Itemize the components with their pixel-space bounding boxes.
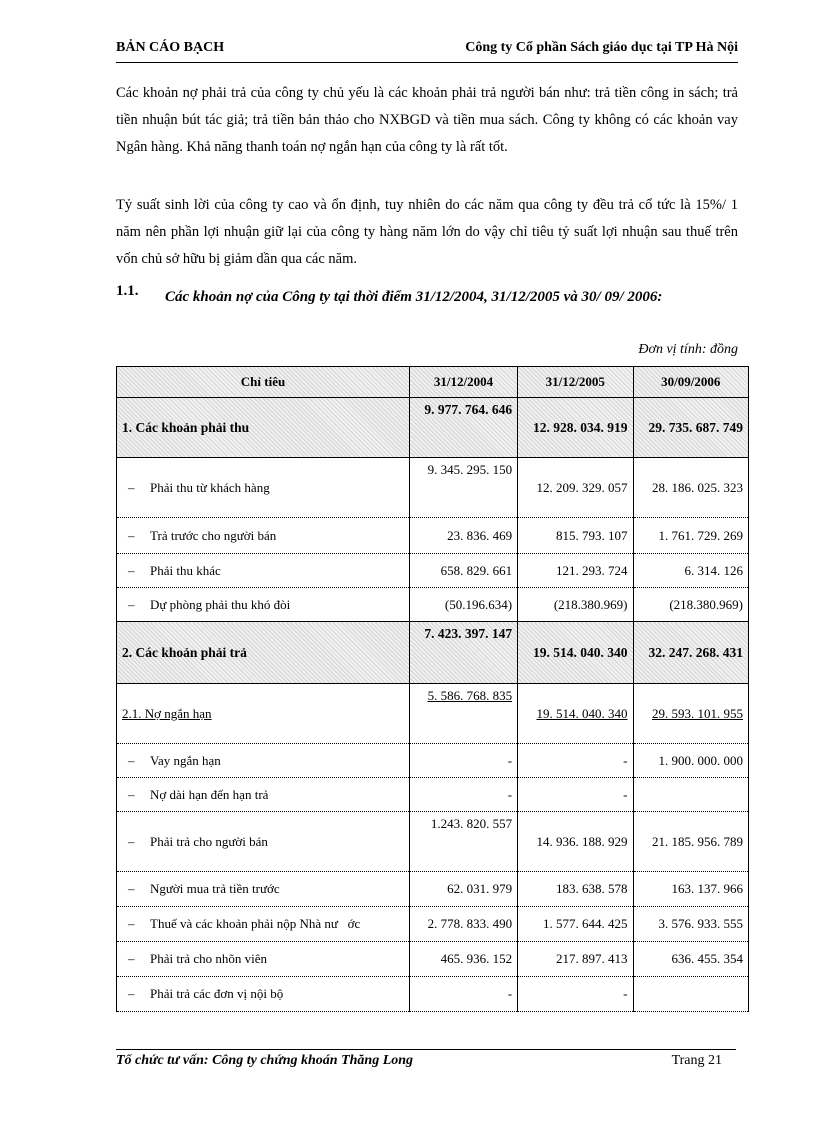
col-header-2006: 30/09/2006 xyxy=(633,367,748,398)
cell-2006: 21. 185. 956. 789 xyxy=(633,812,748,872)
table-row xyxy=(117,942,749,977)
row-label: 1. Các khoản phải thu xyxy=(117,398,410,458)
dash: – xyxy=(128,596,135,612)
table-row xyxy=(117,872,749,907)
header-right: Công ty Cổ phần Sách giáo dục tại TP Hà Nội xyxy=(465,40,738,55)
dash: – xyxy=(128,986,135,1001)
row-label xyxy=(117,744,410,778)
row-label-text: Phải trả cho người bán xyxy=(150,833,268,849)
row-label xyxy=(117,942,410,977)
row-label xyxy=(117,554,410,588)
page-header xyxy=(116,38,738,63)
cell-2006: 636. 455. 354 xyxy=(633,942,748,977)
cell-2004: 7. 423. 397. 147 xyxy=(410,622,518,684)
col-header-2004: 31/12/2004 xyxy=(410,367,518,398)
cell-2005: 815. 793. 107 xyxy=(518,518,633,554)
footer-left: Tổ chức tư vấn: Công ty chứng khoán Thăng Long xyxy=(116,1053,414,1068)
cell-2006: 29. 735. 687. 749 xyxy=(633,398,748,458)
cell-2005: 121. 293. 724 xyxy=(518,554,633,588)
cell-2005: - xyxy=(518,744,633,778)
header-left: BẢN CÁO BẠCH xyxy=(116,40,225,55)
row-label-text: Thuế và các khoản phải nộp Nhà nư ớc xyxy=(150,916,361,931)
page-number: Trang 21 xyxy=(671,1053,722,1068)
cell-2005: 19. 514. 040. 340 xyxy=(518,622,633,684)
cell-2006: 1. 900. 000. 000 xyxy=(633,744,748,778)
cell-2005: - xyxy=(518,778,633,812)
row-label-text: Nợ dài hạn đến hạn trả xyxy=(150,786,269,802)
table-row xyxy=(117,398,749,458)
table-header-row xyxy=(117,367,749,398)
row-label xyxy=(117,977,410,1012)
table-row xyxy=(117,907,749,942)
row-label: 2. Các khoản phải trả xyxy=(117,622,410,684)
dash: – xyxy=(128,951,135,966)
table-row xyxy=(117,977,749,1012)
dash: – xyxy=(128,479,135,495)
dash: – xyxy=(128,833,135,849)
row-label-text: Vay ngắn hạn xyxy=(150,752,221,768)
row-label xyxy=(117,588,410,622)
dash: – xyxy=(128,881,135,896)
cell-2005: - xyxy=(518,977,633,1012)
table-row xyxy=(117,588,749,622)
row-label-text: Phải trả các đơn vị nội bộ xyxy=(150,986,284,1001)
cell-2005: (218.380.969) xyxy=(518,588,633,622)
cell-2004: (50.196.634) xyxy=(410,588,518,622)
cell-2004: 9. 345. 295. 150 xyxy=(410,458,518,518)
cell-2005: 14. 936. 188. 929 xyxy=(518,812,633,872)
col-header-indicator: Chỉ tiêu xyxy=(117,367,410,398)
cell-2004: 23. 836. 469 xyxy=(410,518,518,554)
cell-2004: - xyxy=(410,744,518,778)
table-row xyxy=(117,458,749,518)
cell-2004: - xyxy=(410,977,518,1012)
cell-2006 xyxy=(633,778,748,812)
cell-2004: 62. 031. 979 xyxy=(410,872,518,907)
row-label xyxy=(117,872,410,907)
table-row xyxy=(117,744,749,778)
page-footer xyxy=(116,1049,736,1069)
dash: – xyxy=(128,752,135,768)
paragraph-2: Tỷ suất sinh lời của công ty cao và ổn định, tuy nhiên do các năm qua công ty đều trả cổ tức là 15%/ 1 năm nên phần lợi nhuận giữ lại của công ty hàng năm lớn do vậy chỉ tiêu tỷ suất lợi nhuận sau thuế trên vốn chủ sở hữu bị giảm dần qua các năm. xyxy=(116,197,738,267)
paragraph-1: Các khoản nợ phải trả của công ty chủ yếu là các khoản phải trả người bán như: trả tiền công in sách; trả tiền nhuận bút tác giả; trả tiền bản thảo cho NXBGD và tiền mua sách. Công ty không có các khoản vay Ngân hàng. Khả năng thanh toán nợ ngắn hạn của công ty là rất tốt. xyxy=(116,85,738,155)
cell-2005: 12. 209. 329. 057 xyxy=(518,458,633,518)
cell-2004: 1.243. 820. 557 xyxy=(410,812,518,872)
dash: – xyxy=(128,916,135,931)
dash: – xyxy=(128,562,135,578)
row-label-text: Phải thu khác xyxy=(150,562,221,578)
debt-table xyxy=(116,366,749,1012)
row-label-text: Phải thu từ khách hàng xyxy=(150,479,270,495)
cell-2006: 28. 186. 025. 323 xyxy=(633,458,748,518)
row-label xyxy=(117,518,410,554)
row-label-text: Trả trước cho người bán xyxy=(150,527,277,543)
unit-label: Đơn vị tính: đồng xyxy=(638,342,738,357)
section-title: Các khoản nợ của Công ty tại thời điểm 31/12/2004, 31/12/2005 và 30/ 09/ 2006: xyxy=(165,289,663,305)
table-row xyxy=(117,554,749,588)
row-label xyxy=(117,778,410,812)
table-row xyxy=(117,622,749,684)
cell-2004: 2. 778. 833. 490 xyxy=(410,907,518,942)
table-row xyxy=(117,684,749,744)
table-row xyxy=(117,518,749,554)
cell-2006: 3. 576. 933. 555 xyxy=(633,907,748,942)
cell-2006: (218.380.969) xyxy=(633,588,748,622)
cell-2006: 6. 314. 126 xyxy=(633,554,748,588)
section-number: 1.1. xyxy=(116,283,139,299)
dash: – xyxy=(128,527,135,543)
cell-2004: 658. 829. 661 xyxy=(410,554,518,588)
row-label-text: Người mua trả tiền trước xyxy=(150,881,280,896)
dash: – xyxy=(128,786,135,802)
row-label xyxy=(117,907,410,942)
cell-2006: 29. 593. 101. 955 xyxy=(633,684,748,744)
table-row xyxy=(117,778,749,812)
cell-2006 xyxy=(633,977,748,1012)
row-label-text: Phải trả cho nhõn viên xyxy=(150,951,267,966)
cell-2004: - xyxy=(410,778,518,812)
row-label-text: Dự phòng phải thu khó đòi xyxy=(150,596,291,612)
cell-2004: 9. 977. 764. 646 xyxy=(410,398,518,458)
cell-2005: 12. 928. 034. 919 xyxy=(518,398,633,458)
cell-2005: 183. 638. 578 xyxy=(518,872,633,907)
cell-2004: 465. 936. 152 xyxy=(410,942,518,977)
row-label xyxy=(117,458,410,518)
cell-2006: 1. 761. 729. 269 xyxy=(633,518,748,554)
table-row xyxy=(117,812,749,872)
cell-2006: 32. 247. 268. 431 xyxy=(633,622,748,684)
row-label xyxy=(117,812,410,872)
cell-2006: 163. 137. 966 xyxy=(633,872,748,907)
cell-2005: 19. 514. 040. 340 xyxy=(518,684,633,744)
cell-2005: 1. 577. 644. 425 xyxy=(518,907,633,942)
row-label: 2.1. Nợ ngắn hạn xyxy=(117,684,410,744)
col-header-2005: 31/12/2005 xyxy=(518,367,633,398)
cell-2004: 5. 586. 768. 835 xyxy=(410,684,518,744)
cell-2005: 217. 897. 413 xyxy=(518,942,633,977)
